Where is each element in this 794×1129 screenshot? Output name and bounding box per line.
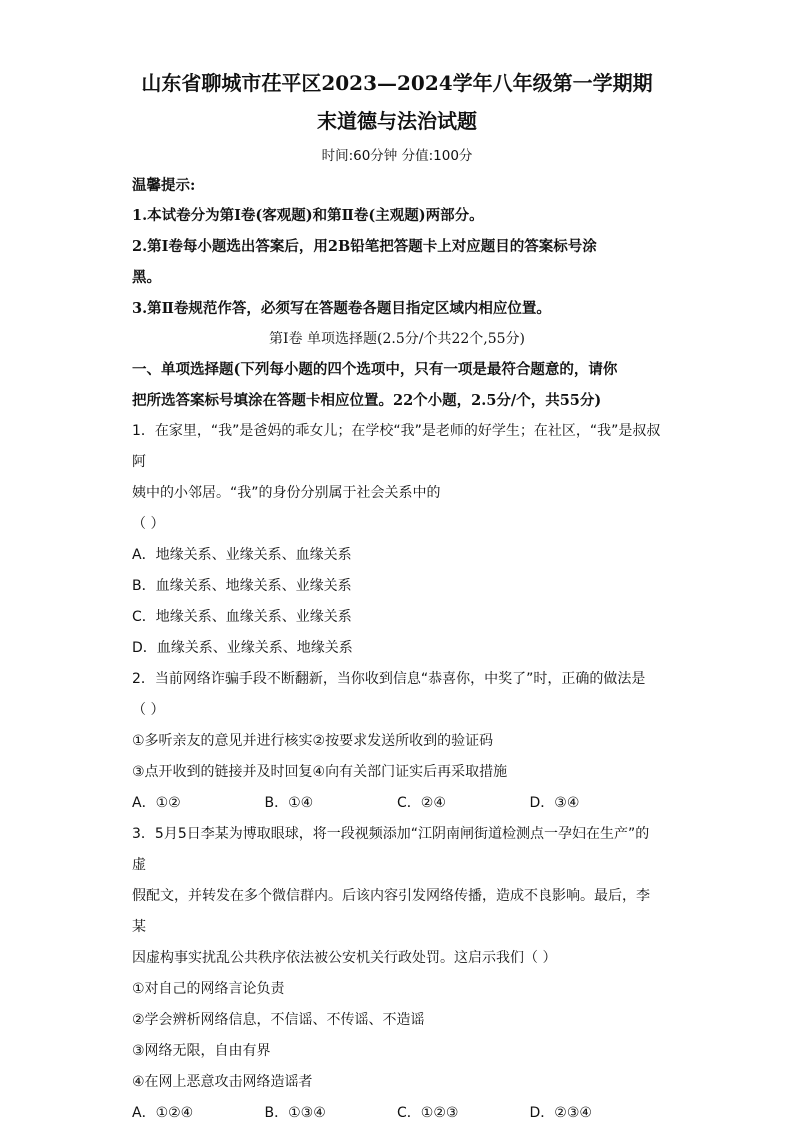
tip-line: 黑。 [132, 269, 161, 286]
question-3 [132, 819, 662, 1129]
answer-blank: （ ） [132, 702, 165, 718]
option-a: A．地缘关系、业缘关系、血缘关系 [132, 547, 352, 563]
option-c: C．①②③ [397, 1105, 459, 1121]
option-b: B．①④ [264, 795, 314, 811]
option-b: B．①③④ [264, 1105, 326, 1121]
statement-line: ③点开收到的链接并及时回复④向有关部门证实后再采取措施 [132, 764, 508, 780]
question-text: 因虚构事实扰乱公共秩序依法被公安机关行政处罚。这启示我们（ ） [132, 950, 557, 966]
part-heading-line: 一、单项选择题(下列每小题的四个选项中，只有一项是最符合题意的，请你 [132, 361, 618, 378]
option-a: A．①② [132, 795, 181, 811]
answer-blank: （ ） [132, 516, 165, 532]
exam-title-line2: 末道德与法治试题 [317, 109, 477, 133]
section-title: 第Ⅰ卷 单项选择题(2.5分/个共22个,55分) [269, 331, 525, 347]
tips-heading: 温馨提示: [132, 177, 196, 194]
statement-line: ②学会辨析网络信息，不信谣、不传谣、不造谣 [132, 1012, 425, 1028]
option-d: D．③④ [529, 795, 580, 811]
choices-row [132, 1098, 662, 1129]
statement-line: ③网络无限，自由有界 [132, 1043, 271, 1059]
option-c: C．地缘关系、血缘关系、业缘关系 [132, 609, 352, 625]
option-d: D．血缘关系、业缘关系、地缘关系 [132, 640, 353, 656]
question-2 [132, 664, 662, 819]
statement-line: ①多听亲友的意见并进行核实②按要求发送所收到的验证码 [132, 733, 494, 749]
tip-line: 1.本试卷分为第Ⅰ卷(客观题)和第Ⅱ卷(主观题)两部分。 [132, 207, 484, 224]
option-b: B．血缘关系、地缘关系、业缘关系 [132, 578, 352, 594]
question-text: 3．5月5日李某为博取眼球，将一段视频添加“江阴南闸街道检测点一孕妇在生产”的虚 [132, 826, 650, 873]
question-1 [132, 416, 662, 664]
exam-time-score: 时间:60分钟 分值:100分 [321, 148, 473, 164]
part-heading-line: 把所选答案标号填涂在答题卡相应位置。22个小题，2.5分/个，共55分) [132, 392, 602, 409]
statement-line: ④在网上恶意攻击网络造谣者 [132, 1074, 313, 1090]
choices-row [132, 788, 662, 819]
question-text: 姨中的小邻居。“我”的身份分别属于社会关系中的 [132, 485, 441, 501]
option-d: D．②③④ [529, 1105, 592, 1121]
question-text: 假配文，并转发在多个微信群内。后该内容引发网络传播，造成不良影响。最后，李某 [132, 888, 650, 935]
question-text: 2．当前网络诈骗手段不断翻新，当你收到信息“恭喜你，中奖了”时，正确的做法是 [132, 671, 646, 687]
question-text: 1．在家里，“我”是爸妈的乖女儿；在学校“我”是老师的好学生；在社区，“我”是叔叔阿 [132, 423, 661, 470]
option-c: C．②④ [397, 795, 446, 811]
tip-line: 2.第Ⅰ卷每小题选出答案后，用2B铅笔把答题卡上对应题目的答案标号涂 [132, 238, 597, 255]
option-a: A．①②④ [132, 1105, 194, 1121]
statement-line: ①对自己的网络言论负责 [132, 981, 285, 997]
exam-title-line1: 山东省聊城市茌平区2023—2024学年八年级第一学期期 [141, 71, 653, 95]
tip-line: 3.第Ⅱ卷规范作答，必须写在答题卷各题目指定区域内相应位置。 [132, 300, 551, 317]
